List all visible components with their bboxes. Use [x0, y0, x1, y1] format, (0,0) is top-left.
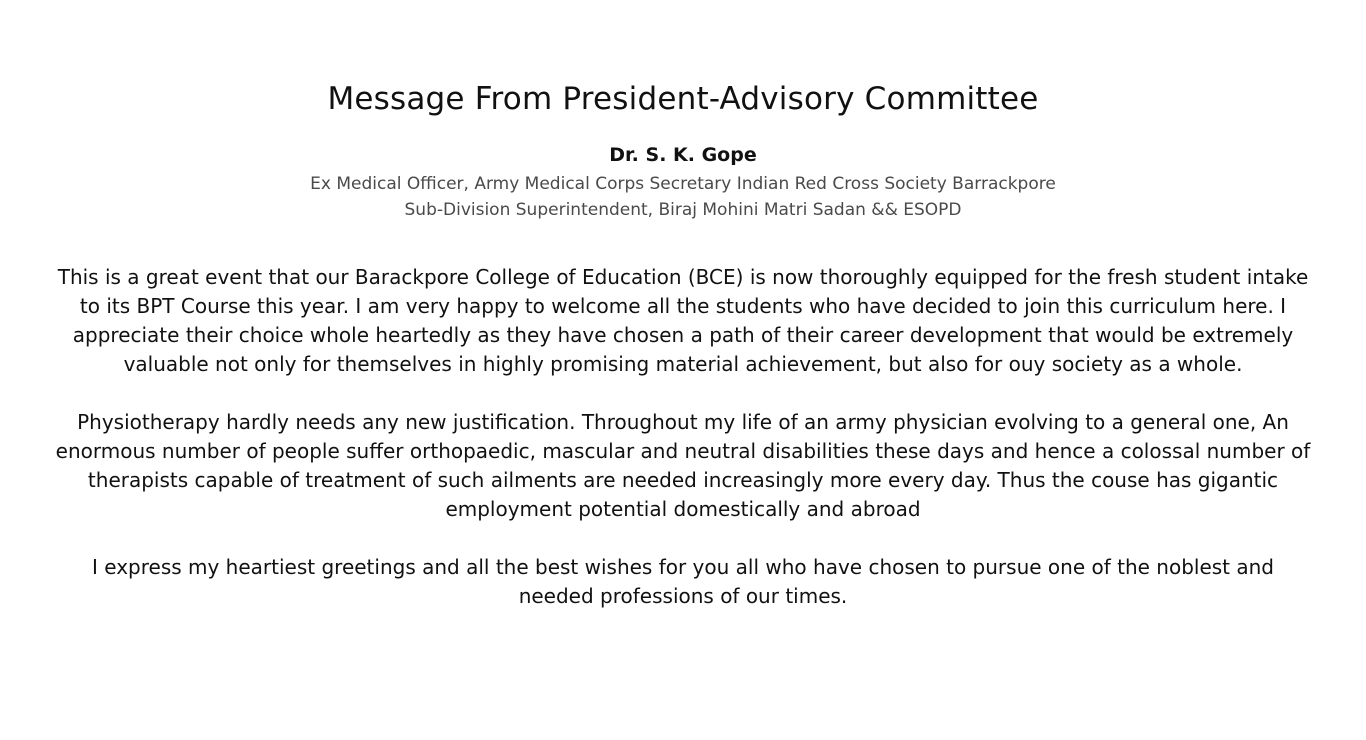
president-role-line-2: Sub-Division Superintendent, Biraj Mohini Matri Sadan && ESOPD [404, 200, 962, 220]
message-paragraph-1: This is a great event that our Barackpore College of Education (BCE) is now thoroughly equipped for the fresh student intake to its BPT Course this year. I am very happy to welcome all the students who have decided to join this curriculum here. I appreciate their choice whole heartedly as they have chosen a path of their career development that would be extremely valuable not only for themselves in highly promising material achievement, but also for ouy society as a whole. [57, 265, 1309, 376]
president-name: Dr. S. K. Gope [609, 144, 757, 166]
message-paragraph-2: Physiotherapy hardly needs any new justification. Throughout my life of an army physician evolving to a general one, An enormous number of people suffer orthopaedic, mascular and neutral disabilities these days and hence a colossal number of therapists capable of treatment of such ailments are needed increasingly more every day. Thus the couse has gigantic employment potential domestically and abroad [55, 410, 1311, 521]
message-body [53, 263, 1313, 611]
page-title: Message From President-Advisory Committee [327, 81, 1039, 117]
message-paragraph-3: I express my heartiest greetings and all the best wishes for you all who have chosen to pursue one of the noblest and needed professions of our times. [91, 555, 1275, 608]
president-role-line-1: Ex Medical Officer, Army Medical Corps Secretary Indian Red Cross Society Barrackpore [310, 174, 1056, 194]
